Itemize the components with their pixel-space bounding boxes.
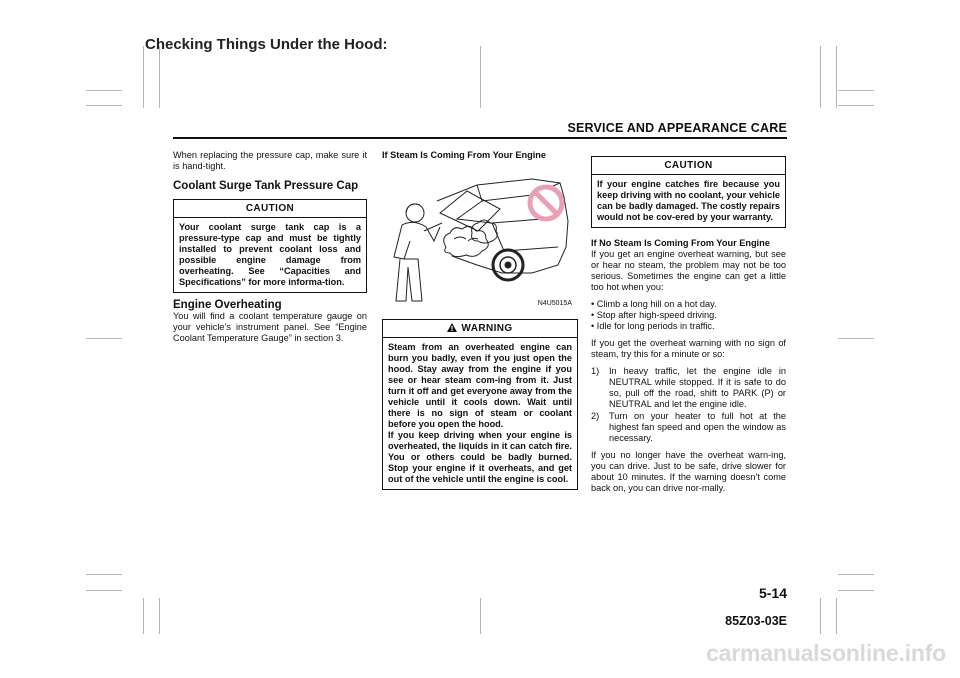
overheating-paragraph: You will find a coolant temperature gauge on your vehicle’s instrument panel. See “Engine Coolant Temperature Gauge” in section 3. (173, 311, 367, 343)
column-1 (173, 150, 367, 350)
warning-text (383, 338, 577, 489)
try-this-paragraph: If you get the overheat warning with no sign of steam, try this for a minute or so: (591, 338, 786, 359)
page-number: 5-14 (758, 585, 787, 601)
section-title: SERVICE AND APPEARANCE CARE (567, 121, 787, 135)
heading-steam: If Steam Is Coming From Your Engine (382, 150, 547, 160)
warning-label: WARNING (461, 323, 513, 334)
warning-text-part-2: If you keep driving when your engine is overheated, the liquids in it can catch fire. You or others could be badly burned. Stop your engine if it overheats, and get out of the vehicle until the engine is cool. (388, 430, 572, 484)
step-text: Turn on your heater to full hot at the highest fan speed and open the window as necessary. (609, 411, 786, 443)
caution-box-pressure-cap (173, 199, 367, 293)
intro-paragraph: When replacing the pressure cap, make sure it is hand-tight. (173, 150, 367, 171)
step-number: 2) (591, 411, 600, 421)
heading-engine-overheating: Engine Overheating (173, 299, 282, 311)
header-rule (173, 137, 787, 139)
figure-code: N4U5015A (537, 300, 572, 307)
caution-text: Your coolant surge tank cap is a pressure-type cap and must be tightly installed to prevent coolant loss and possible engine damage from overheating. See “Capacities and Specifications” for more informa-tion. (179, 222, 361, 287)
conditions-list (591, 299, 786, 332)
top-running-title: Checking Things Under the Hood: (145, 36, 388, 53)
list-item (591, 366, 786, 410)
document-code: 85Z03-03E (725, 614, 787, 628)
person-opening-hood-illustration (382, 161, 578, 311)
warning-header (383, 320, 577, 338)
caution-label: CAUTION (174, 200, 366, 218)
list-item: • Climb a long hill on a hot day. (591, 299, 717, 309)
heading-no-steam: If No Steam Is Coming From Your Engine (591, 238, 770, 248)
step-text: In heavy traffic, let the engine idle in NEUTRAL while stopped. If it is safe to do so, pull off the road, shift to PARK (P) or NEUTRAL and let the engine idle. (609, 366, 786, 409)
step-number: 1) (591, 366, 600, 376)
prohibition-icon (530, 187, 562, 219)
column-3 (591, 156, 786, 500)
no-steam-paragraph: If you get an engine overheat warning, but see or hear no steam, the problem may not be too serious. Sometimes the engine can get a little too hot when you: (591, 249, 786, 292)
warning-text-part-1: Steam from an overheated engine can burn you badly, even if you just open the hood. Stay away from the engine if you see or hear steam com-ing from it. Just turn it off and get everyone away from the vehicle until it cools down. Wait until there is no sign of steam or coolant before you open the hood. (388, 342, 572, 429)
watermark: carmanualsonline.info (706, 640, 946, 666)
caution-box-fire (591, 156, 786, 228)
list-item: • Idle for long periods in traffic. (591, 321, 715, 331)
caution-text: If your engine catches fire because you keep driving with no coolant, your vehicle can be badly damaged. The costly repairs would not be cov-ered by your warranty. (597, 179, 780, 222)
column-2 (382, 150, 578, 496)
list-item: • Stop after high-speed driving. (591, 310, 717, 320)
steam-illustration (382, 161, 578, 311)
list-item (591, 411, 786, 444)
warning-triangle-icon (447, 323, 457, 332)
warning-box-steam (382, 319, 578, 490)
heading-pressure-cap: Coolant Surge Tank Pressure Cap (173, 180, 359, 192)
closing-paragraph: If you no longer have the overheat warn-ing, you can drive. Just to be safe, drive slower for about 10 minutes. If the warning doesn’t come back on, you can drive nor-mally. (591, 450, 786, 493)
steps-list (591, 366, 786, 444)
caution-label: CAUTION (592, 157, 785, 175)
